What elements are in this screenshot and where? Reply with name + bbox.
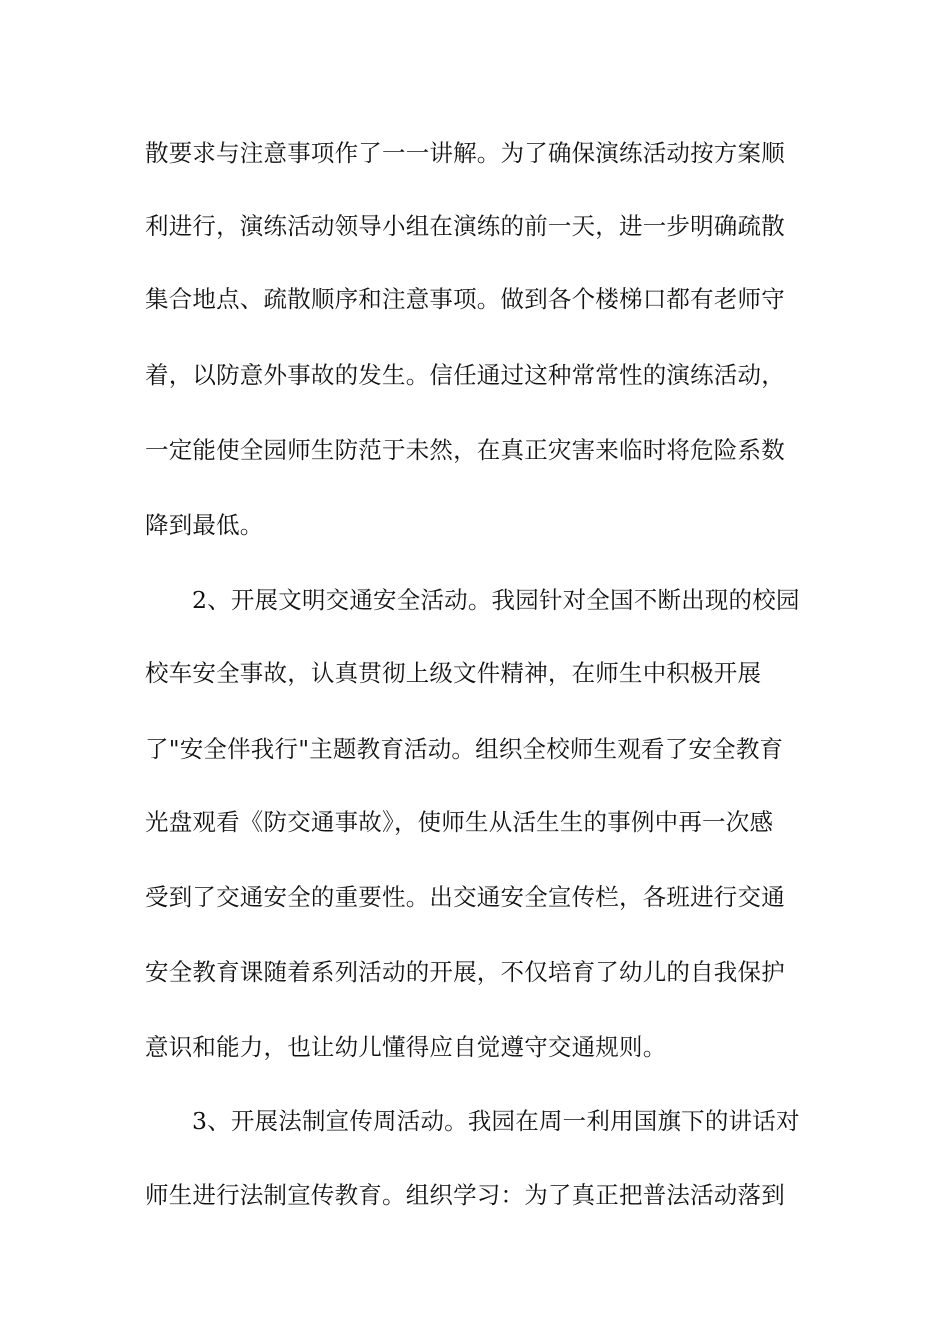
text-line: 着，以防意外事故的发生。信任通过这种常常性的演练活动， [145,361,785,389]
text-line: 师生进行法制宣传教育。组织学习：为了真正把普法活动落到 [145,1181,785,1209]
paragraph-start-line: 3、开展法制宣传周活动。我园在周一利用国旗下的讲话对 [192,1107,800,1135]
text-line: 校车安全事故，认真贯彻上级文件精神，在师生中积极开展 [145,659,762,687]
text-line: 安全教育课随着系列活动的开展，不仅培育了幼儿的自我保护 [145,958,785,986]
text-line: 一定能使全园师生防范于未然，在真正灾害来临时将危险系数 [145,436,785,464]
paragraph-start-line: 2、开展文明交通安全活动。我园针对全国不断出现的校园 [192,586,800,614]
text-line: 受到了交通安全的重要性。出交通安全宣传栏，各班进行交通 [145,883,785,911]
text-line: 意识和能力，也让幼儿懂得应自觉遵守交通规则。 [145,1033,667,1061]
text-line: 集合地点、疏散顺序和注意事项。做到各个楼梯口都有老师守 [145,285,785,313]
text-line: 散要求与注意事项作了一一讲解。为了确保演练活动按方案顺 [145,139,785,167]
text-line: 利进行，演练活动领导小组在演练的前一天，进一步明确疏散 [145,212,785,240]
text-line: 了"安全伴我行"主题教育活动。组织全校师生观看了安全教育 [145,735,784,763]
text-line: 光盘观看《防交通事故》，使师生从活生生的事例中再一次感 [145,808,774,836]
text-line: 降到最低。 [145,511,264,539]
